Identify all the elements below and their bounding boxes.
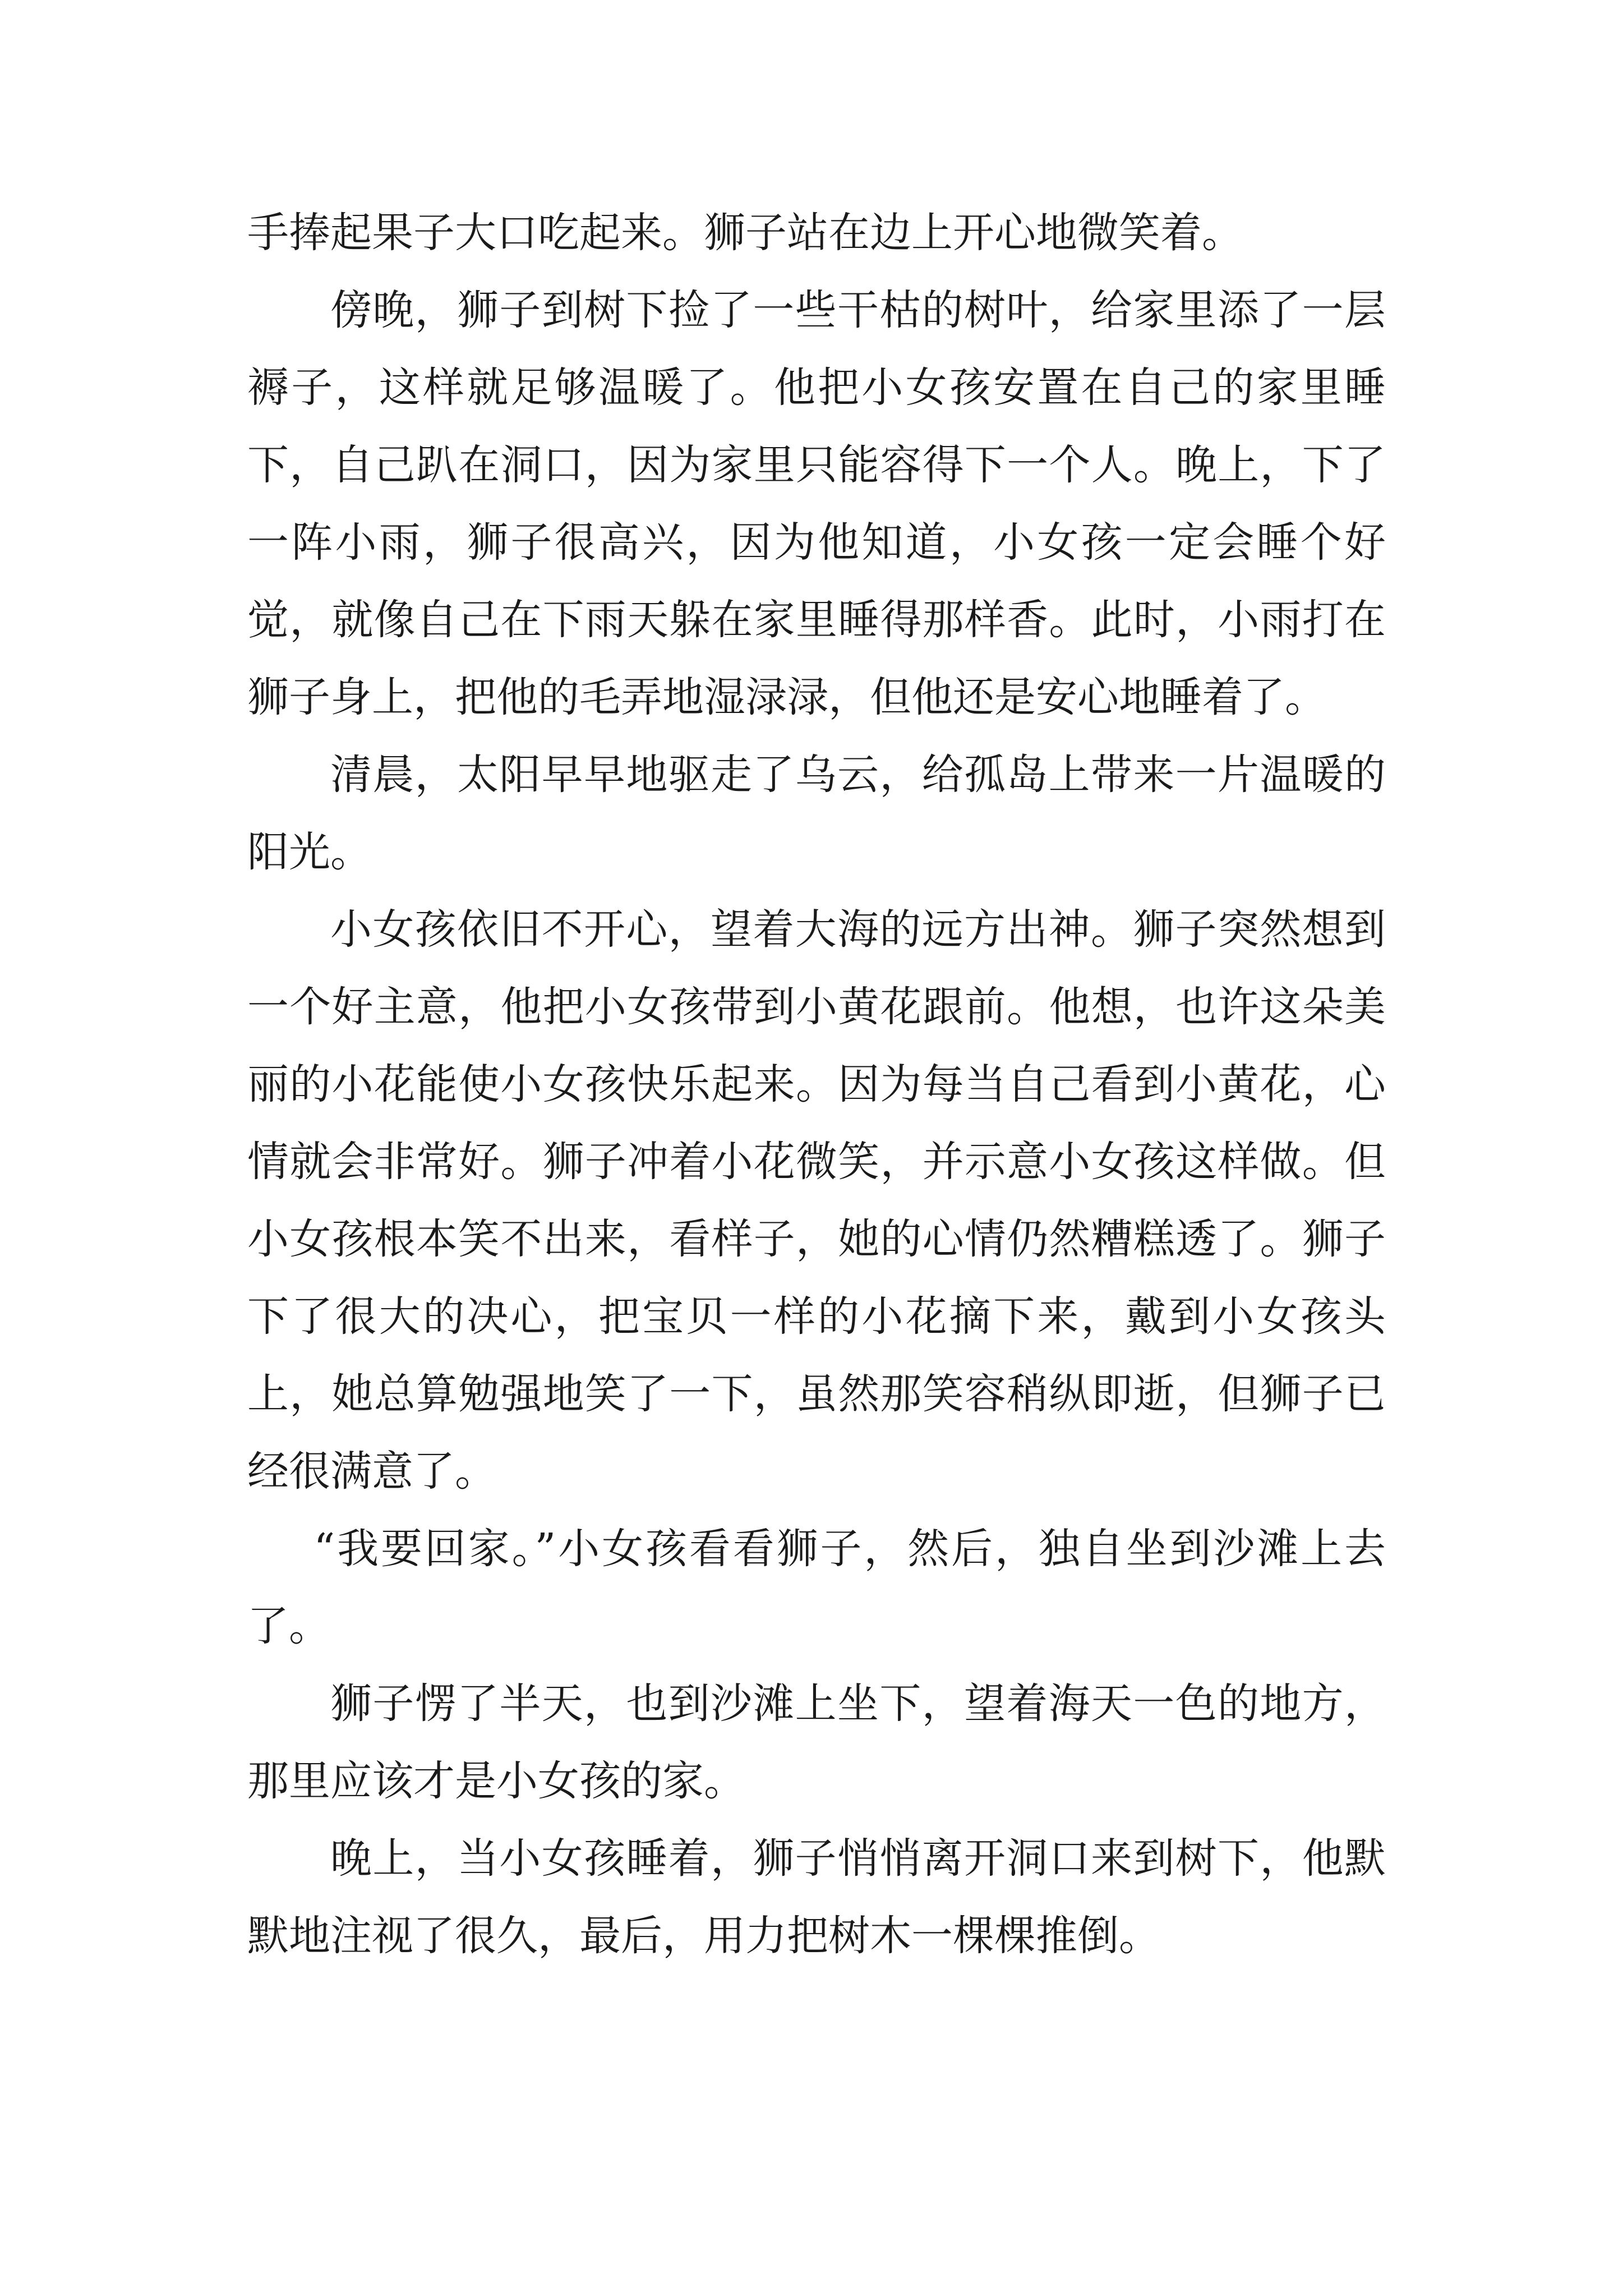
paragraph-1: 手捧起果子大口吃起来。狮子站在边上开心地微笑着。: [247, 209, 1243, 257]
paragraph-2: 傍晚，狮子到树下捡了一些干枯的树叶，给家里添了一层褥子，这样就足够温暖了。他把小女孩安置在自己的家里睡下，自己趴在洞口，因为家里只能容得下一个人。晚上，下了一阵小雨，狮子很高兴，因为他知道，小女孩一定会睡个好觉，就像自己在下雨天躲在家里睡得那样香。此时，小雨打在狮子身上，把他的毛弄地湿渌渌，但他还是安心地睡着了。: [247, 286, 1386, 721]
paragraph-3: 清晨，太阳早早地驱走了乌云，给孤岛上带来一片温暖的阳光。: [247, 751, 1386, 876]
paragraph-5: “我要回家。”小女孩看看狮子，然后，独自坐到沙滩上去了。: [247, 1525, 1386, 1650]
paragraph-6: 狮子愣了半天，也到沙滩上坐下，望着海天一色的地方，那里应该才是小女孩的家。: [247, 1680, 1386, 1805]
paragraph-4: 小女孩依旧不开心，望着大海的远方出神。狮子突然想到一个好主意，他把小女孩带到小黄花跟前。他想，也许这朵美丽的小花能使小女孩快乐起来。因为每当自己看到小黄花，心情就会非常好。狮子冲着小花微笑，并示意小女孩这样做。但小女孩根本笑不出来，看样子，她的心情仍然糟糕透了。狮子下了很大的决心，把宝贝一样的小花摘下来，戴到小女孩头上，她总算勉强地笑了一下，虽然那笑容稍纵即逝，但狮子已经很满意了。: [247, 905, 1386, 1496]
document-body: [247, 194, 1386, 1975]
paragraph-7: 晚上，当小女孩睡着，狮子悄悄离开洞口来到树下，他默默地注视了很久，最后，用力把树木一棵棵推倒。: [247, 1834, 1386, 1960]
